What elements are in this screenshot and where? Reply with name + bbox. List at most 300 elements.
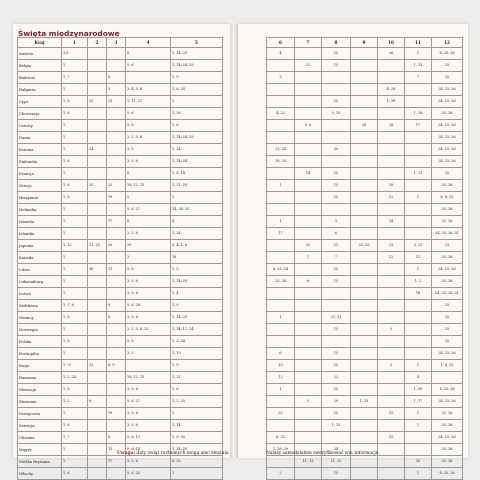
table-row bbox=[18, 168, 223, 180]
table-row bbox=[18, 396, 223, 408]
table-cell: 23, 24 bbox=[267, 144, 295, 156]
table-cell: 20 bbox=[107, 240, 126, 252]
table-cell: 19, 20 bbox=[267, 156, 295, 168]
table-cell: 15 bbox=[322, 264, 351, 276]
table-cell bbox=[351, 96, 378, 108]
table-cell: 3, 5, 6 bbox=[126, 456, 171, 468]
table-cell bbox=[378, 168, 405, 180]
table-cell bbox=[351, 168, 378, 180]
table-cell: 1 bbox=[62, 288, 88, 300]
table-cell: 1 bbox=[62, 120, 88, 132]
column-header: Kraj bbox=[18, 38, 62, 48]
table-cell: 3, 5, 6 bbox=[126, 156, 171, 168]
table-cell bbox=[107, 288, 126, 300]
table-cell: 1, 28, 29 bbox=[267, 444, 295, 456]
table-row bbox=[267, 48, 463, 60]
table-cell bbox=[267, 252, 295, 264]
table-cell: 15 bbox=[322, 168, 351, 180]
table-cell bbox=[405, 180, 432, 192]
page-title: Święta międzynarodowe bbox=[18, 29, 120, 38]
table-cell bbox=[126, 360, 171, 372]
table-cell: 1, 24 bbox=[171, 228, 223, 240]
table-cell bbox=[378, 288, 405, 300]
table-cell bbox=[88, 204, 107, 216]
table-cell: 1, 6 bbox=[62, 192, 88, 204]
table-cell: 26 bbox=[378, 48, 405, 60]
table-cell bbox=[378, 384, 405, 396]
table-cell bbox=[378, 300, 405, 312]
table-cell: 8 bbox=[107, 312, 126, 324]
table-cell: 10 bbox=[267, 360, 295, 372]
table-cell: 25, 26 bbox=[432, 204, 463, 216]
table-cell bbox=[295, 408, 322, 420]
table-cell bbox=[295, 420, 322, 432]
country-cell: Norwegia bbox=[18, 324, 62, 336]
table-cell: 2, 3, 6 bbox=[126, 228, 171, 240]
table-cell: 3, 5, 6 bbox=[126, 312, 171, 324]
country-cell: Niemcy bbox=[18, 312, 62, 324]
table-cell: 5 bbox=[126, 192, 171, 204]
table-cell: 7 bbox=[322, 252, 351, 264]
table-cell bbox=[351, 384, 378, 396]
table-cell bbox=[351, 48, 378, 60]
table-row bbox=[18, 300, 223, 312]
verify-footer: Należy samodzielnie zweryfikować ww. informacje. bbox=[266, 451, 380, 456]
table-cell bbox=[107, 348, 126, 360]
table-cell: 22 bbox=[322, 372, 351, 384]
table-cell: 1 - 8 bbox=[62, 360, 88, 372]
table-row bbox=[267, 144, 463, 156]
table-cell bbox=[88, 48, 107, 60]
table-cell bbox=[378, 444, 405, 456]
table-cell bbox=[405, 444, 432, 456]
country-cell: Czechy bbox=[18, 120, 62, 132]
table-cell: 20 bbox=[295, 240, 322, 252]
table-row bbox=[267, 156, 463, 168]
table-cell: 1, 25, 26 bbox=[432, 384, 463, 396]
table-cell: 1, 5 bbox=[171, 264, 223, 276]
table-cell: 5, 6 bbox=[126, 60, 171, 72]
table-cell: 15 bbox=[322, 468, 351, 480]
country-cell: Polska bbox=[18, 336, 62, 348]
table-cell bbox=[295, 324, 322, 336]
table-cell: 1, 11, 27 bbox=[126, 96, 171, 108]
table-cell: 1 bbox=[267, 384, 295, 396]
table-cell: 18 bbox=[171, 252, 223, 264]
table-cell: 12 bbox=[378, 192, 405, 204]
table-cell bbox=[378, 276, 405, 288]
table-row bbox=[267, 384, 463, 396]
table-cell: 3, 5, 6 bbox=[126, 420, 171, 432]
table-cell: 10, 12, 13 bbox=[126, 180, 171, 192]
table-cell bbox=[378, 132, 405, 144]
table-cell: 6 bbox=[295, 276, 322, 288]
table-cell: 5, 6 bbox=[126, 336, 171, 348]
table-cell bbox=[351, 300, 378, 312]
table-cell: 15 bbox=[322, 348, 351, 360]
table-cell bbox=[405, 324, 432, 336]
table-cell: 1 bbox=[171, 408, 223, 420]
table-cell bbox=[351, 336, 378, 348]
table-row bbox=[267, 360, 463, 372]
country-cell: Kanada bbox=[18, 252, 62, 264]
table-cell bbox=[351, 180, 378, 192]
country-cell: Chorwacja bbox=[18, 108, 62, 120]
table-cell: 15 bbox=[322, 360, 351, 372]
table-cell bbox=[88, 456, 107, 468]
table-cell bbox=[295, 204, 322, 216]
table-cell: 1, 18 bbox=[405, 108, 432, 120]
table-cell: 24 bbox=[322, 444, 351, 456]
table-cell bbox=[295, 468, 322, 480]
note-text: daty świąt ruchomych mogą ulec zmianie. bbox=[135, 451, 230, 456]
table-cell: 1, 21 bbox=[171, 372, 223, 384]
table-cell bbox=[405, 84, 432, 96]
table-cell: 1, 9, 30 bbox=[171, 432, 223, 444]
table-cell: 24 bbox=[378, 216, 405, 228]
table-cell bbox=[295, 192, 322, 204]
table-cell: 15 bbox=[322, 324, 351, 336]
table-cell bbox=[267, 300, 295, 312]
table-cell bbox=[88, 120, 107, 132]
table-cell bbox=[267, 132, 295, 144]
table-cell: 1 bbox=[62, 204, 88, 216]
table-cell bbox=[107, 48, 126, 60]
table-cell: 24, 25, 26 bbox=[432, 144, 463, 156]
table-cell bbox=[322, 336, 351, 348]
table-cell: 1 bbox=[62, 264, 88, 276]
table-cell bbox=[295, 108, 322, 120]
table-cell bbox=[88, 312, 107, 324]
table-cell: 5, 6, 28 bbox=[126, 300, 171, 312]
table-cell bbox=[351, 192, 378, 204]
table-cell: 25 bbox=[267, 408, 295, 420]
table-cell: 8 bbox=[88, 396, 107, 408]
table-cell: 15 bbox=[322, 96, 351, 108]
table-cell bbox=[295, 384, 322, 396]
table-cell bbox=[405, 144, 432, 156]
table-cell: 4 bbox=[267, 48, 295, 60]
table-cell bbox=[107, 384, 126, 396]
table-cell: 1 bbox=[62, 252, 88, 264]
table-cell: 24, 25, 26 bbox=[432, 432, 463, 444]
table-cell bbox=[378, 204, 405, 216]
table-cell: 1, 8 bbox=[171, 384, 223, 396]
table-cell bbox=[107, 468, 126, 480]
table-row bbox=[267, 456, 463, 468]
table-cell bbox=[351, 468, 378, 480]
table-row bbox=[267, 372, 463, 384]
table-cell: 1 bbox=[267, 312, 295, 324]
table-cell: 1 bbox=[405, 48, 432, 60]
table-cell bbox=[126, 72, 171, 84]
table-cell: 15 bbox=[322, 60, 351, 72]
country-cell: Holandia bbox=[18, 204, 62, 216]
table-cell: 6 bbox=[126, 168, 171, 180]
table-cell bbox=[88, 288, 107, 300]
table-cell: 3,6 bbox=[62, 48, 88, 60]
table-cell bbox=[378, 144, 405, 156]
column-header: 2 bbox=[88, 38, 107, 48]
table-cell: 25, 26 bbox=[432, 444, 463, 456]
table-row bbox=[18, 420, 223, 432]
table-cell bbox=[405, 300, 432, 312]
table-cell bbox=[295, 300, 322, 312]
table-cell bbox=[267, 336, 295, 348]
country-cell: Francja bbox=[18, 168, 62, 180]
table-cell: 1, 14, 17, 24 bbox=[171, 324, 223, 336]
table-cell: 8 bbox=[107, 72, 126, 84]
table-cell: 1, 6 bbox=[62, 420, 88, 432]
table-row bbox=[18, 180, 223, 192]
table-cell: 24, 25, 26 bbox=[432, 120, 463, 132]
table-cell: 25, 26 bbox=[432, 456, 463, 468]
table-row bbox=[267, 96, 463, 108]
table-cell: 1, 7, 8 bbox=[62, 300, 88, 312]
table-cell bbox=[88, 300, 107, 312]
table-cell bbox=[322, 132, 351, 144]
country-cell: Łotwa bbox=[18, 288, 62, 300]
table-row bbox=[267, 84, 463, 96]
table-cell: 1 bbox=[62, 456, 88, 468]
book-spine bbox=[230, 24, 238, 458]
table-cell bbox=[267, 96, 295, 108]
table-cell: 11, 23 bbox=[88, 240, 107, 252]
table-cell bbox=[107, 372, 126, 384]
column-header: 12 bbox=[432, 38, 463, 48]
table-cell bbox=[351, 216, 378, 228]
table-cell bbox=[405, 132, 432, 144]
table-cell bbox=[322, 84, 351, 96]
table-cell bbox=[88, 156, 107, 168]
table-cell: 5, 6 bbox=[126, 264, 171, 276]
table-cell: 28 bbox=[378, 180, 405, 192]
table-cell bbox=[107, 120, 126, 132]
table-row bbox=[267, 468, 463, 480]
table-cell bbox=[295, 372, 322, 384]
table-cell: 23 bbox=[432, 240, 463, 252]
table-cell: 28 bbox=[351, 120, 378, 132]
table-row bbox=[18, 252, 223, 264]
table-cell: 1, 6 bbox=[62, 468, 88, 480]
table-cell bbox=[378, 468, 405, 480]
table-cell bbox=[295, 348, 322, 360]
table-row bbox=[267, 336, 463, 348]
table-row bbox=[18, 144, 223, 156]
table-cell: 1, 6 bbox=[62, 180, 88, 192]
table-row bbox=[18, 72, 223, 84]
table-cell: 1, 3, 24 bbox=[171, 336, 223, 348]
table-cell: 1 bbox=[62, 60, 88, 72]
table-row bbox=[18, 264, 223, 276]
table-cell bbox=[88, 384, 107, 396]
table-cell: 1 bbox=[62, 168, 88, 180]
country-cell: Estonia bbox=[18, 144, 62, 156]
table-cell bbox=[267, 456, 295, 468]
table-cell bbox=[405, 432, 432, 444]
table-cell: 1 bbox=[405, 468, 432, 480]
table-cell: 1 bbox=[405, 360, 432, 372]
table-cell bbox=[88, 408, 107, 420]
table-cell bbox=[295, 72, 322, 84]
table-cell: 25, 26 bbox=[432, 408, 463, 420]
table-cell: 25 bbox=[432, 300, 463, 312]
table-cell: 24, 25, 26 bbox=[432, 396, 463, 408]
country-cell: Hiszpania bbox=[18, 192, 62, 204]
table-cell: 12 bbox=[267, 372, 295, 384]
table-cell bbox=[295, 180, 322, 192]
country-cell: Islandia bbox=[18, 228, 62, 240]
table-cell bbox=[378, 108, 405, 120]
table-row bbox=[267, 108, 463, 120]
table-cell: 24, 25, 26 bbox=[432, 96, 463, 108]
table-row bbox=[18, 204, 223, 216]
table-cell: 1, 14, 25 bbox=[171, 312, 223, 324]
table-cell: 11 bbox=[405, 252, 432, 264]
table-cell bbox=[295, 264, 322, 276]
table-cell: 1 bbox=[62, 324, 88, 336]
table-cell bbox=[267, 168, 295, 180]
table-cell bbox=[351, 132, 378, 144]
table-cell bbox=[88, 168, 107, 180]
table-row bbox=[18, 456, 223, 468]
table-cell: 12 bbox=[378, 252, 405, 264]
table-cell bbox=[88, 444, 107, 456]
table-cell bbox=[295, 228, 322, 240]
table-cell: 5, 6, 27 bbox=[126, 204, 171, 216]
table-cell: 1 bbox=[405, 420, 432, 432]
table-cell: 1, 14, 25 bbox=[171, 48, 223, 60]
table-cell: 1, 9 bbox=[171, 300, 223, 312]
table-row bbox=[18, 384, 223, 396]
note-warning-label: Uwaga: bbox=[117, 451, 135, 456]
table-cell: 18 bbox=[405, 288, 432, 300]
table-cell bbox=[351, 264, 378, 276]
table-row bbox=[18, 468, 223, 480]
table-cell: 25 bbox=[432, 312, 463, 324]
country-cell: Austria bbox=[18, 48, 62, 60]
table-cell: 5, 6, 14 bbox=[126, 444, 171, 456]
column-header: 7 bbox=[295, 38, 322, 48]
table-row bbox=[267, 420, 463, 432]
table-cell: 11 bbox=[107, 264, 126, 276]
table-cell: 1, 8, 25 bbox=[432, 360, 463, 372]
country-cell: Luksemburg bbox=[18, 276, 62, 288]
table-cell bbox=[267, 204, 295, 216]
table-cell bbox=[88, 276, 107, 288]
table-cell: 5, 15 bbox=[322, 108, 351, 120]
country-cell: Litwa bbox=[18, 264, 62, 276]
column-header: 11 bbox=[405, 38, 432, 48]
table-cell bbox=[351, 252, 378, 264]
table-cell bbox=[88, 468, 107, 480]
table-cell: 25 bbox=[432, 60, 463, 72]
table-cell: 15 bbox=[322, 48, 351, 60]
table-cell: 5, 6 bbox=[126, 120, 171, 132]
table-cell bbox=[322, 300, 351, 312]
table-cell: 4 bbox=[171, 216, 223, 228]
table-cell: 6, 22 bbox=[267, 432, 295, 444]
table-cell: 23, 25 bbox=[351, 240, 378, 252]
note-footer bbox=[117, 451, 230, 456]
table-row bbox=[267, 432, 463, 444]
table-cell: 24, 25, 26 bbox=[432, 156, 463, 168]
table-cell: 1, 14, 24, 25 bbox=[171, 60, 223, 72]
table-cell: 24, 25, 26, 31 bbox=[432, 228, 463, 240]
table-row bbox=[267, 228, 463, 240]
table-cell: 4, 28 bbox=[378, 84, 405, 96]
table-cell bbox=[107, 156, 126, 168]
table-cell: 1 bbox=[267, 216, 295, 228]
table-cell bbox=[88, 132, 107, 144]
table-row bbox=[267, 396, 463, 408]
table-cell: 8 bbox=[107, 432, 126, 444]
table-cell: 1, 14, 24 bbox=[171, 156, 223, 168]
table-cell bbox=[267, 420, 295, 432]
table-cell: 1, 9 bbox=[171, 360, 223, 372]
table-cell: 1, 2, 24 bbox=[62, 372, 88, 384]
table-cell bbox=[295, 156, 322, 168]
table-cell: 24, 25, 26 bbox=[432, 264, 463, 276]
table-row bbox=[267, 312, 463, 324]
table-cell: 2, 3, 5, 6, 25 bbox=[126, 324, 171, 336]
table-cell bbox=[267, 60, 295, 72]
table-cell: 1, 6 bbox=[62, 384, 88, 396]
table-cell bbox=[88, 108, 107, 120]
table-cell bbox=[351, 72, 378, 84]
table-cell: 23, 24 bbox=[267, 276, 295, 288]
table-cell: 1, 8 bbox=[171, 120, 223, 132]
table-cell: 2 bbox=[267, 468, 295, 480]
country-cell: Rumunia bbox=[18, 372, 62, 384]
table-cell: 1, 10 bbox=[171, 348, 223, 360]
table-row bbox=[267, 120, 463, 132]
table-cell: 1, 28 bbox=[378, 96, 405, 108]
table-cell bbox=[107, 396, 126, 408]
table-cell bbox=[405, 156, 432, 168]
table-row bbox=[18, 48, 223, 60]
table-cell: 25 bbox=[432, 336, 463, 348]
table-cell bbox=[432, 372, 463, 384]
table-cell: 4, 22 bbox=[267, 108, 295, 120]
table-cell: 25 bbox=[432, 324, 463, 336]
table-row bbox=[18, 192, 223, 204]
table-cell: 1 bbox=[62, 144, 88, 156]
table-cell bbox=[351, 288, 378, 300]
table-cell bbox=[351, 312, 378, 324]
table-cell: 25, 26 bbox=[432, 180, 463, 192]
table-cell bbox=[295, 84, 322, 96]
table-cell: 2, 3, 5, 6 bbox=[126, 132, 171, 144]
table-row bbox=[267, 216, 463, 228]
table-cell bbox=[107, 324, 126, 336]
table-cell bbox=[405, 228, 432, 240]
table-cell: 1 bbox=[62, 84, 88, 96]
table-cell: 25 bbox=[107, 180, 126, 192]
table-cell bbox=[351, 372, 378, 384]
table-row bbox=[18, 108, 223, 120]
table-cell: 16 bbox=[88, 264, 107, 276]
country-cell: Portugalia bbox=[18, 348, 62, 360]
table-cell bbox=[295, 432, 322, 444]
table-cell: 23 bbox=[88, 360, 107, 372]
table-cell: 3 bbox=[107, 84, 126, 96]
country-cell: Białoruś bbox=[18, 72, 62, 84]
table-cell bbox=[107, 276, 126, 288]
table-row bbox=[18, 276, 223, 288]
table-cell bbox=[107, 204, 126, 216]
table-cell bbox=[107, 60, 126, 72]
